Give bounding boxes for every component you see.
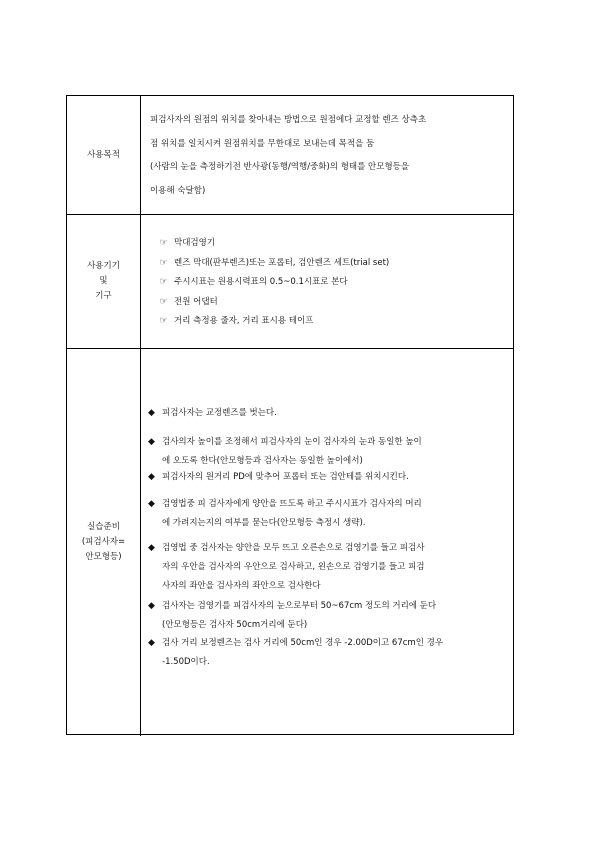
prep-line: 검사의자 높이를 조정해서 피검사자의 눈이 검사자의 눈과 동일한 높이 <box>162 437 422 447</box>
list-item <box>148 468 503 487</box>
tool-item-text: 막대검영기 <box>174 238 216 248</box>
prep-label-line: (피검사자= <box>81 537 126 547</box>
list-item <box>148 433 503 471</box>
list-item <box>158 293 389 313</box>
hand-pointing-icon: ☞ <box>159 238 168 248</box>
prep-content-cell <box>140 349 513 736</box>
purpose-row <box>67 96 513 214</box>
diamond-bullet-icon: ◆ <box>148 638 155 648</box>
prep-label-cell <box>67 349 141 736</box>
purpose-line: 피검사자의 원점의 위치를 찾아내는 방법으로 원점에다 교정할 렌즈 상측초 <box>150 115 427 125</box>
prep-item-text <box>162 634 503 672</box>
purpose-line: (사람의 눈을 측정하기전 반사광(동행/역행/중화)의 형태를 안모형등을 <box>150 162 410 172</box>
hand-pointing-icon: ☞ <box>159 257 168 268</box>
list-item <box>148 634 503 672</box>
prep-line: (안모형등은 검사자 50cm거리에 둔다) <box>162 620 308 630</box>
diamond-bullet-icon: ◆ <box>148 472 155 482</box>
prep-line: 검영법 중 검사자는 양안을 모두 뜨고 오른손으로 검영기를 들고 피검사 <box>162 543 425 553</box>
prep-item-text <box>162 433 503 471</box>
list-item <box>158 273 389 293</box>
tool-item-text: 거리 측정용 줄자, 거리 표시용 테이프 <box>174 316 314 327</box>
prep-row <box>67 348 513 736</box>
form-table <box>66 95 514 735</box>
list-item <box>148 495 503 533</box>
diamond-bullet-icon: ◆ <box>148 601 155 611</box>
purpose-text <box>150 109 503 203</box>
prep-label-line: 실습준비 <box>87 522 120 532</box>
prep-line: 에 가려지는지의 여부를 묻는다(안모형등 측정시 생략). <box>162 518 366 528</box>
tools-label-cell <box>67 215 141 348</box>
prep-line: 피검사자는 교정렌즈를 벗는다. <box>162 408 277 418</box>
prep-item-text <box>162 404 503 423</box>
tools-label-line: 및 <box>99 276 108 286</box>
hand-pointing-icon: ☞ <box>159 316 168 327</box>
diamond-bullet-icon: ◆ <box>148 408 155 418</box>
prep-item-text <box>162 468 503 487</box>
prep-line: 검영법중 피 검사자에게 양안을 뜨도록 하고 주시시표가 검사자의 머리 <box>162 499 422 509</box>
list-item <box>148 539 503 596</box>
diamond-bullet-icon: ◆ <box>148 543 155 553</box>
prep-line: 에 오도록 한다(안모형등과 검사자는 동일한 높이에서) <box>162 456 363 466</box>
tool-item-text: 전원 어댑터 <box>174 296 218 307</box>
prep-line: 검사자는 검영기를 피검사자의 눈으로부터 50~67cm 정도의 거리에 둔다 <box>162 601 437 611</box>
tool-item-text: 렌즈 막대(판부렌즈)또는 포롭터, 검안렌즈 세트(trial set) <box>174 257 390 268</box>
prep-line: 자의 우안을 검사자의 우안으로 검사하고, 왼손으로 검영기를 들고 피검 <box>162 562 425 572</box>
list-item <box>158 312 389 332</box>
list-item <box>158 254 389 274</box>
list-item <box>148 404 503 423</box>
tools-label-line: 기구 <box>95 291 112 301</box>
tools-content-cell <box>140 215 513 348</box>
hand-pointing-icon: ☞ <box>159 277 168 288</box>
purpose-label: 사용목적 <box>87 149 120 160</box>
prep-line: 사자의 좌안을 검사자의 좌안으로 검사한다 <box>162 581 321 591</box>
tool-item-text: 주시시표는 원용시력표의 0.5~0.1시표로 본다 <box>174 277 348 288</box>
tools-label-line: 사용기기 <box>87 261 120 271</box>
prep-line: 피검사자의 원거리 PD에 맞추어 포롭터 또는 검안테를 위치시킨다. <box>162 472 409 482</box>
hand-pointing-icon: ☞ <box>159 296 168 307</box>
prep-item-text <box>162 539 503 596</box>
prep-label-line: 안모형등) <box>85 552 122 562</box>
diamond-bullet-icon: ◆ <box>148 499 155 509</box>
prep-item-text <box>162 495 503 533</box>
tools-row <box>67 214 513 348</box>
tools-list <box>158 234 389 332</box>
purpose-line: 이용해 숙달함) <box>150 185 206 196</box>
prep-item-text <box>162 597 503 635</box>
prep-line: 검사 거리 보정렌즈는 검사 거리에 50cm인 경우 -2.00D이고 67cm인 경우 <box>162 638 444 648</box>
diamond-bullet-icon: ◆ <box>148 437 155 447</box>
list-item <box>148 597 503 635</box>
prep-line: -1.50D이다. <box>162 657 210 667</box>
purpose-label-cell <box>67 96 141 214</box>
purpose-content-cell <box>140 96 513 214</box>
purpose-line: 점 위치를 일치시켜 원점위치를 무한대로 보내는데 목적을 둠 <box>150 138 375 149</box>
list-item <box>158 234 389 254</box>
